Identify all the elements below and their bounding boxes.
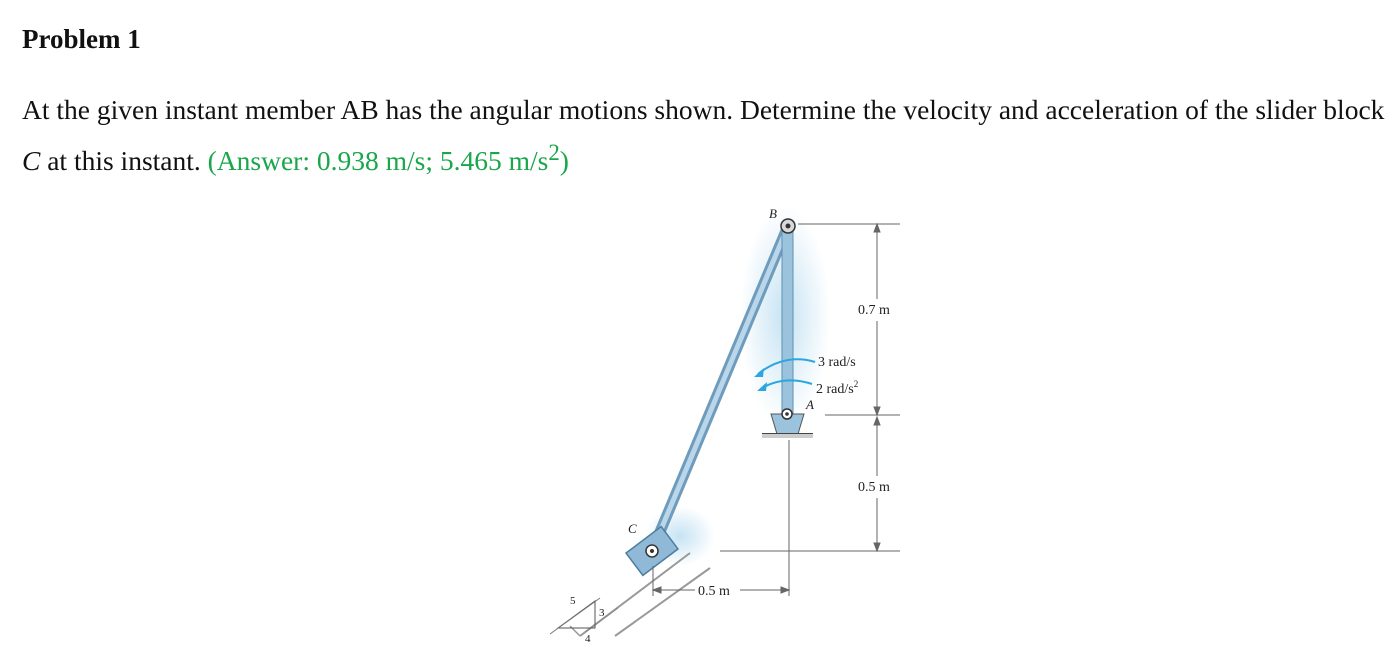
answer-close: ) xyxy=(559,145,569,177)
dim-AC-label: 0.5 m xyxy=(858,480,890,495)
slope-run-label: 4 xyxy=(585,633,591,645)
alpha-value: 2 rad/s xyxy=(816,382,854,397)
answer-values: (Answer: 0.938 m/s; 5.465 m/s xyxy=(207,145,549,177)
label-C: C xyxy=(628,521,637,536)
alpha-superscript: 2 xyxy=(853,379,859,389)
answer-text xyxy=(207,140,569,177)
label-A: A xyxy=(806,397,814,412)
statement-text-part1: At the given instant member AB has the angular motions shown. Determine the velocity and acceleration of the slider block xyxy=(22,94,1385,125)
slope-rise-label: 3 xyxy=(599,607,605,619)
statement-text-part2: at this instant. xyxy=(40,145,208,177)
alpha-label xyxy=(816,379,858,397)
member-AB xyxy=(782,226,793,422)
slope-hyp-label: 5 xyxy=(570,595,576,607)
dim-AB-label: 0.7 m xyxy=(858,303,890,318)
problem-statement xyxy=(22,88,1392,182)
symbol-C: C xyxy=(22,145,41,177)
omega-label: 3 rad/s xyxy=(818,355,856,370)
label-B: B xyxy=(769,206,777,221)
pin-B xyxy=(781,219,795,233)
problem-title: Problem 1 xyxy=(22,24,141,54)
mechanism-figure xyxy=(540,196,930,646)
answer-superscript: 2 xyxy=(548,140,560,165)
dim-horizontal-label: 0.5 m xyxy=(698,584,730,599)
